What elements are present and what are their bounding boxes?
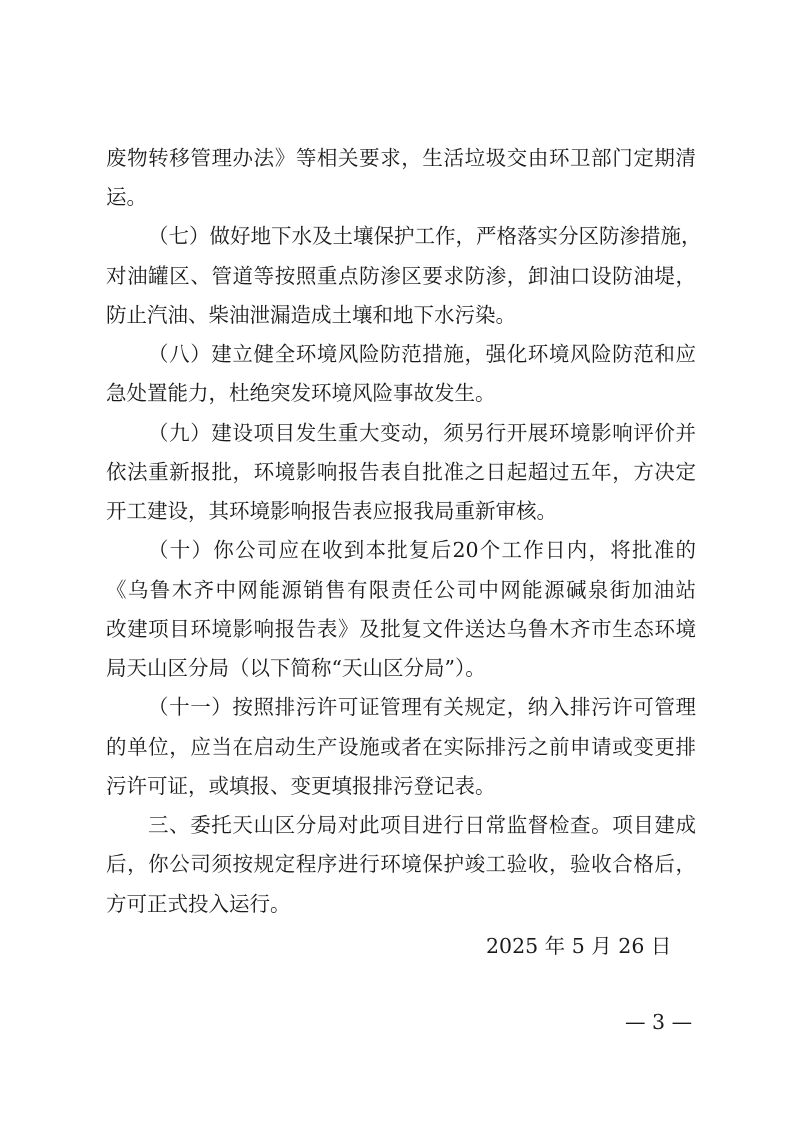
page-number: — 3 — bbox=[625, 1010, 693, 1034]
paragraph-11-line: （十一）按照排污许可证管理有关规定，纳入排污许可管理 bbox=[148, 695, 696, 719]
paragraph-8-line: 急处置能力，杜绝突发环境风险事故发生。 bbox=[106, 381, 496, 405]
paragraph-9-line: 开工建设，其环境影响报告表应报我局重新审核。 bbox=[106, 499, 557, 523]
section-3-line: 方可正式投入运行。 bbox=[106, 892, 291, 916]
body-text-line: 运。 bbox=[106, 185, 147, 209]
paragraph-7-line: （七）做好地下水及土壤保护工作，严格落实分区防渗措施， bbox=[148, 224, 702, 248]
body-text-line: 废物转移管理办法》等相关要求，生活垃圾交由环卫部门定期清 bbox=[106, 146, 696, 170]
paragraph-11-line: 污许可证，或填报、变更填报排污登记表。 bbox=[106, 774, 496, 798]
paragraph-10-line: 改建项目环境影响报告表》及批复文件送达乌鲁木齐市生态环境 bbox=[106, 617, 696, 641]
document-date: 2025 年 5 月 26 日 bbox=[486, 934, 672, 958]
paragraph-7-line: 防止汽油、柴油泄漏造成土壤和地下水污染。 bbox=[106, 303, 516, 327]
section-3-line: 三、委托天山区分局对此项目进行日常监督检查。项目建成 bbox=[148, 813, 696, 837]
paragraph-9-line: （九）建设项目发生重大变动，须另行开展环境影响评价并 bbox=[148, 421, 696, 445]
section-3-line: 后，你公司须按规定程序进行环境保护竣工验收，验收合格后， bbox=[106, 852, 696, 876]
paragraph-10-line: （十）你公司应在收到本批复后20个工作日内，将批准的 bbox=[148, 538, 696, 562]
paragraph-9-line: 依法重新报批，环境影响报告表自批准之日起超过五年，方决定 bbox=[106, 460, 696, 484]
paragraph-7-line: 对油罐区、管道等按照重点防渗区要求防渗，卸油口设防油堤， bbox=[106, 264, 696, 288]
paragraph-8-line: （八）建立健全环境风险防范措施，强化环境风险防范和应 bbox=[148, 342, 696, 366]
paragraph-10-line: 《乌鲁木齐中网能源销售有限责任公司中网能源碱泉街加油站 bbox=[106, 578, 696, 602]
paragraph-11-line: 的单位，应当在启动生产设施或者在实际排污之前申请或变更排 bbox=[106, 735, 696, 759]
paragraph-10-line: 局天山区分局（以下简称“天山区分局”）。 bbox=[106, 656, 486, 680]
